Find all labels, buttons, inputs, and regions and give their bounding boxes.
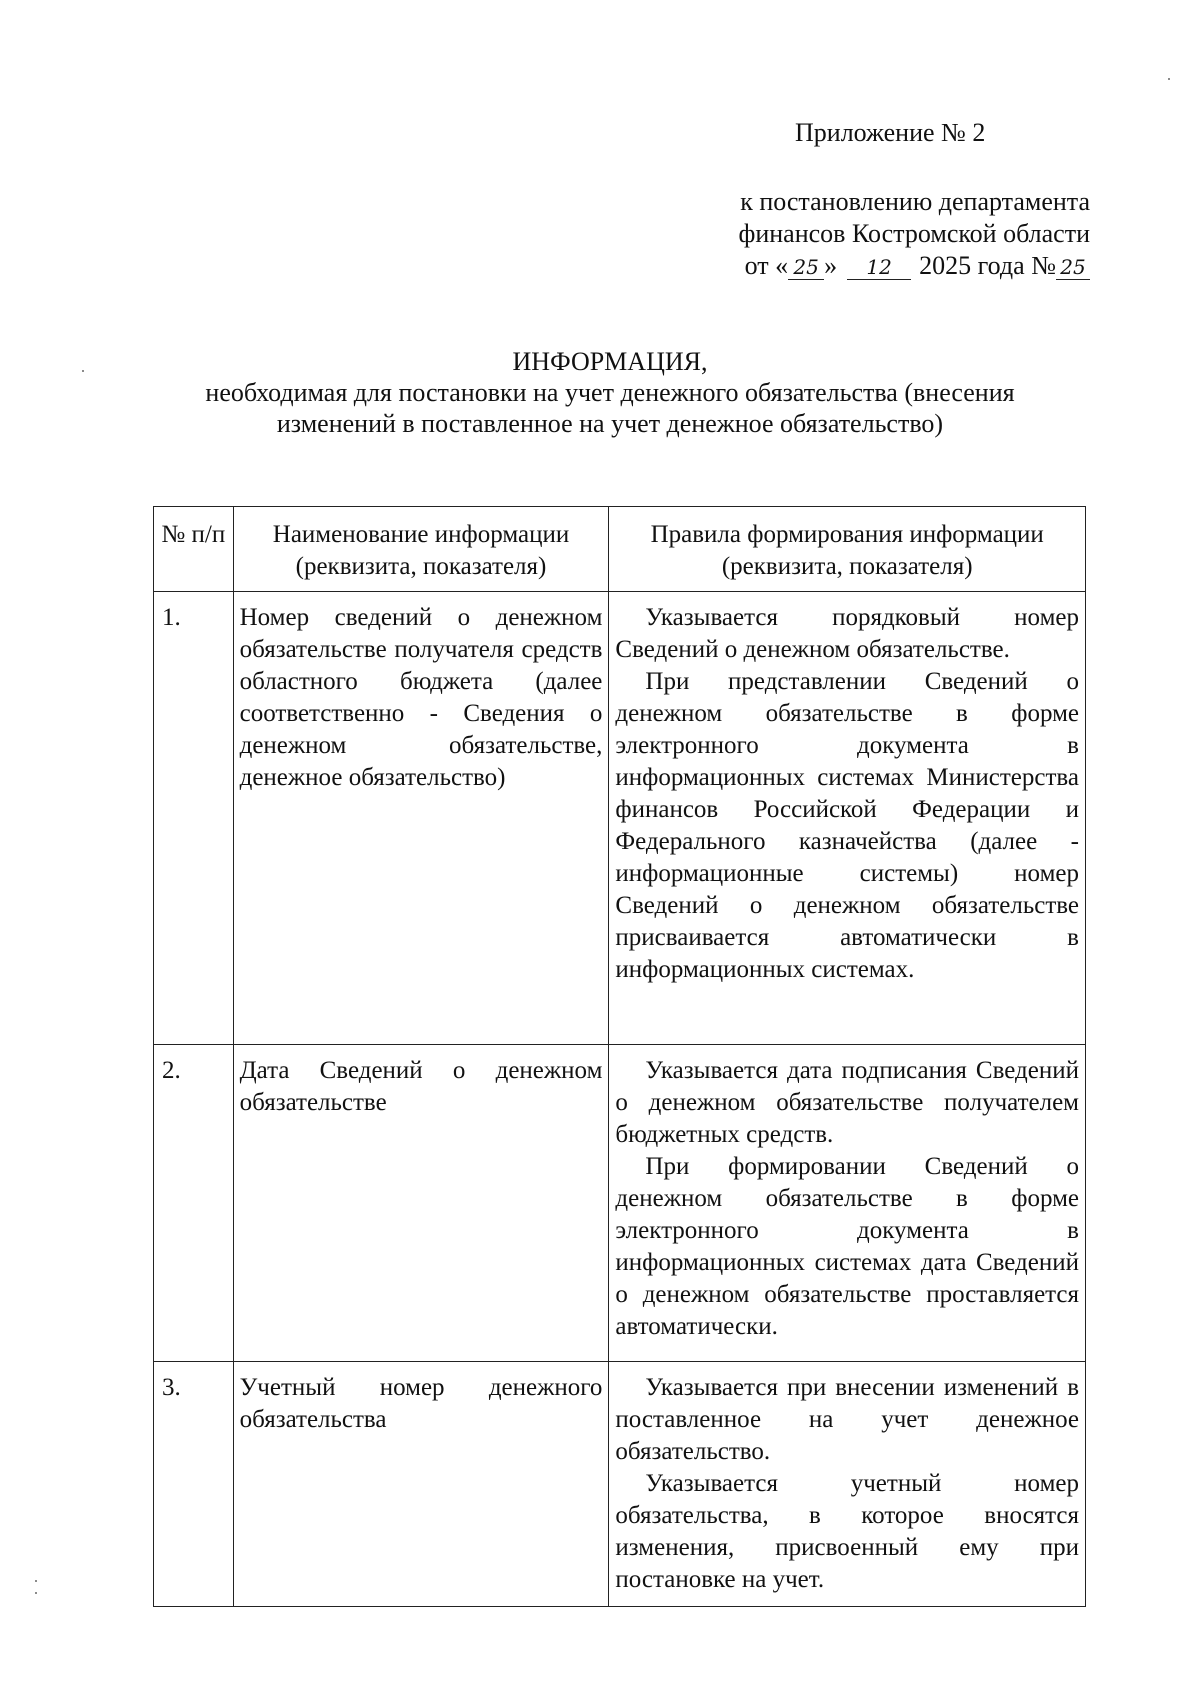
scan-speck [1168,78,1170,80]
row-number: 2. [154,1045,234,1362]
doc-number-handwritten: 25 [1056,255,1090,280]
table-row [154,592,1086,1045]
heading-line-2: необходимая для постановки на учет денежного обязательства (внесения [205,378,1015,407]
row-number: 1. [154,592,234,1045]
row-name: Учетный номер денежного обязательства [233,1362,609,1607]
column-header-rules: Правила формирования информации (реквизита, показателя) [609,507,1086,592]
resolution-date-line [690,250,1090,282]
date-year-text: 2025 года № [919,251,1056,280]
rule-paragraph: Указывается при внесении изменений в поставленное на учет денежное обязательство. [615,1374,1079,1465]
heading-line-3: изменений в поставленное на учет денежное обязательство) [276,409,944,438]
table-row [154,1045,1086,1362]
column-header-number: № п/п [154,507,234,592]
resolution-line-1: к постановлению департамента [740,187,1090,216]
row-rules [609,592,1086,1045]
scan-speck [35,1580,37,1582]
heading-title: ИНФОРМАЦИЯ, [512,347,708,376]
row-name: Номер сведений о денежном обязательстве получателя средств областного бюджета (далее соответственно - Сведения о денежном обязательстве, денежное обязательство) [233,592,609,1045]
date-month-handwritten: 12 [847,255,911,280]
table-header-row [154,507,1086,592]
date-day-handwritten: 25 [788,255,824,280]
column-header-name: Наименование информации (реквизита, показателя) [233,507,609,592]
row-name: Дата Сведений о денежном обязательстве [233,1045,609,1362]
resolution-line-2: финансов Костромской области [738,219,1090,248]
rule-paragraph: Указывается учетный номер обязательства, в которое вносятся изменения, присвоенный ему при постановке на учет. [615,1470,1079,1593]
row-number: 3. [154,1362,234,1607]
scan-speck [82,370,84,372]
table-row [154,1362,1086,1607]
row-rules [609,1045,1086,1362]
rule-paragraph: При представлении Сведений о денежном обязательстве в форме электронного документа в информационных системах Министерства финансов Российской Федерации и Федерального казначейства (далее - информационные системы) номер Сведений о денежном обязательстве присваивается автоматически в информационных системах. [615,668,1079,983]
rule-paragraph: Указывается порядковый номер Сведений о денежном обязательстве. [615,604,1079,663]
date-mid: » [824,251,838,280]
row-rules [609,1362,1086,1607]
rule-paragraph: При формировании Сведений о денежном обязательстве в форме электронного документа в информационных системах дата Сведений о денежном обязательстве проставляется автоматически. [615,1153,1079,1340]
date-prefix: от « [744,251,789,280]
document-heading [150,346,1070,439]
scan-speck [35,1592,37,1594]
resolution-reference [690,186,1090,282]
appendix-title: Приложение № 2 [795,118,986,147]
rule-paragraph: Указывается дата подписания Сведений о денежном обязательстве получателем бюджетных средств. [615,1057,1079,1148]
information-table [153,506,1086,1607]
